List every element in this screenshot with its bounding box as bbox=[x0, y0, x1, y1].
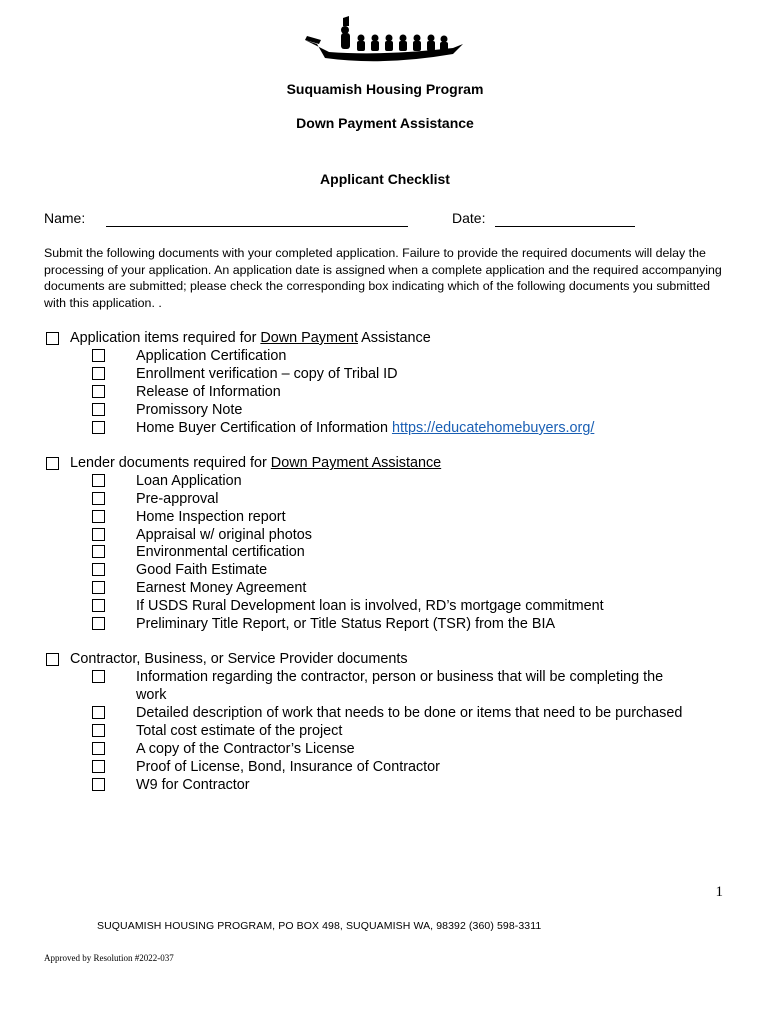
approved-resolution: Approved by Resolution #2022-037 bbox=[44, 953, 174, 963]
checkbox[interactable] bbox=[92, 617, 105, 630]
item-label: Home Inspection report bbox=[136, 509, 286, 525]
item-label-continued: work bbox=[136, 687, 167, 703]
checkbox[interactable] bbox=[92, 474, 105, 487]
section2-prefix: Lender documents required for bbox=[70, 455, 271, 471]
org-title: Suquamish Housing Program bbox=[286, 81, 484, 97]
item-label: Detailed description of work that needs to be done or items that need to be purchased bbox=[136, 705, 683, 721]
checkbox[interactable] bbox=[92, 563, 105, 576]
checkbox[interactable] bbox=[92, 599, 105, 612]
educatehomebuyers-link[interactable]: https://educatehomebuyers.org/ bbox=[391, 420, 595, 436]
item-label: Environmental certification bbox=[136, 544, 305, 560]
item-label: If USDS Rural Development loan is involved, RD’s mortgage commitment bbox=[136, 598, 604, 614]
checkbox[interactable] bbox=[92, 492, 105, 505]
item-label: Release of Information bbox=[136, 384, 281, 400]
item-label: Pre-approval bbox=[136, 491, 219, 507]
checkbox[interactable] bbox=[92, 742, 105, 755]
item-label: Earnest Money Agreement bbox=[136, 580, 307, 596]
section1-underlined: Down Payment bbox=[260, 330, 358, 346]
item-label: Loan Application bbox=[136, 473, 242, 489]
item-label: Good Faith Estimate bbox=[136, 562, 268, 578]
section-contractor-documents bbox=[44, 650, 734, 668]
checkbox[interactable] bbox=[92, 421, 105, 434]
footer-address: SUQUAMISH HOUSING PROGRAM, PO BOX 498, SUQUAMISH WA, 98392 (360) 598-3311 bbox=[97, 920, 542, 932]
checkbox[interactable] bbox=[92, 528, 105, 541]
item-label: W9 for Contractor bbox=[136, 777, 250, 793]
program-title: Down Payment Assistance bbox=[296, 115, 474, 131]
section-application-items bbox=[44, 329, 734, 347]
checkbox-section-contractor[interactable] bbox=[46, 653, 59, 666]
item-label: Enrollment verification – copy of Tribal ID bbox=[136, 366, 398, 382]
checkbox[interactable] bbox=[92, 385, 105, 398]
checkbox-section-lender[interactable] bbox=[46, 457, 59, 470]
item-label: Proof of License, Bond, Insurance of Contractor bbox=[136, 759, 440, 775]
section-lender-documents bbox=[44, 454, 734, 472]
checkbox[interactable] bbox=[92, 545, 105, 558]
checkbox[interactable] bbox=[92, 706, 105, 719]
checkbox[interactable] bbox=[92, 367, 105, 380]
date-field[interactable] bbox=[495, 226, 635, 227]
item-label: Appraisal w/ original photos bbox=[136, 527, 312, 543]
item-label: Information regarding the contractor, person or business that will be completing the bbox=[136, 669, 664, 685]
instructions-paragraph: Submit the following documents with your completed application. Failure to provide the required documents will delay the processing of your application. An application date is assigned when a complete application and the required accompanying documents are submitted; please check the corresponding box indicating which of the following documents you submitted with this application. . bbox=[44, 246, 722, 310]
checkbox[interactable] bbox=[92, 510, 105, 523]
section3-heading: Contractor, Business, or Service Provider documents bbox=[70, 651, 408, 667]
section2-underlined: Down Payment Assistance bbox=[270, 455, 442, 471]
item-label: Total cost estimate of the project bbox=[136, 723, 343, 739]
checkbox[interactable] bbox=[92, 778, 105, 791]
name-field[interactable] bbox=[106, 226, 408, 227]
item-label: Home Buyer Certification of Information bbox=[136, 420, 392, 436]
date-label: Date: bbox=[452, 210, 486, 226]
canoe-logo bbox=[303, 14, 465, 70]
checkbox-section-application[interactable] bbox=[46, 332, 59, 345]
item-label: Application Certification bbox=[136, 348, 287, 364]
item-label: A copy of the Contractor’s License bbox=[136, 741, 355, 757]
checkbox[interactable] bbox=[92, 760, 105, 773]
section1-prefix: Application items required for bbox=[70, 330, 261, 346]
item-label: Promissory Note bbox=[136, 402, 243, 418]
checklist-title: Applicant Checklist bbox=[320, 171, 450, 187]
name-label: Name: bbox=[44, 210, 86, 226]
item-label: Preliminary Title Report, or Title Status Report (TSR) from the BIA bbox=[136, 616, 556, 632]
page-number: 1 bbox=[715, 884, 723, 900]
checkbox[interactable] bbox=[92, 349, 105, 362]
checkbox[interactable] bbox=[92, 581, 105, 594]
section1-suffix: Assistance bbox=[357, 330, 431, 346]
checkbox[interactable] bbox=[92, 724, 105, 737]
checkbox[interactable] bbox=[92, 670, 105, 683]
checkbox[interactable] bbox=[92, 403, 105, 416]
